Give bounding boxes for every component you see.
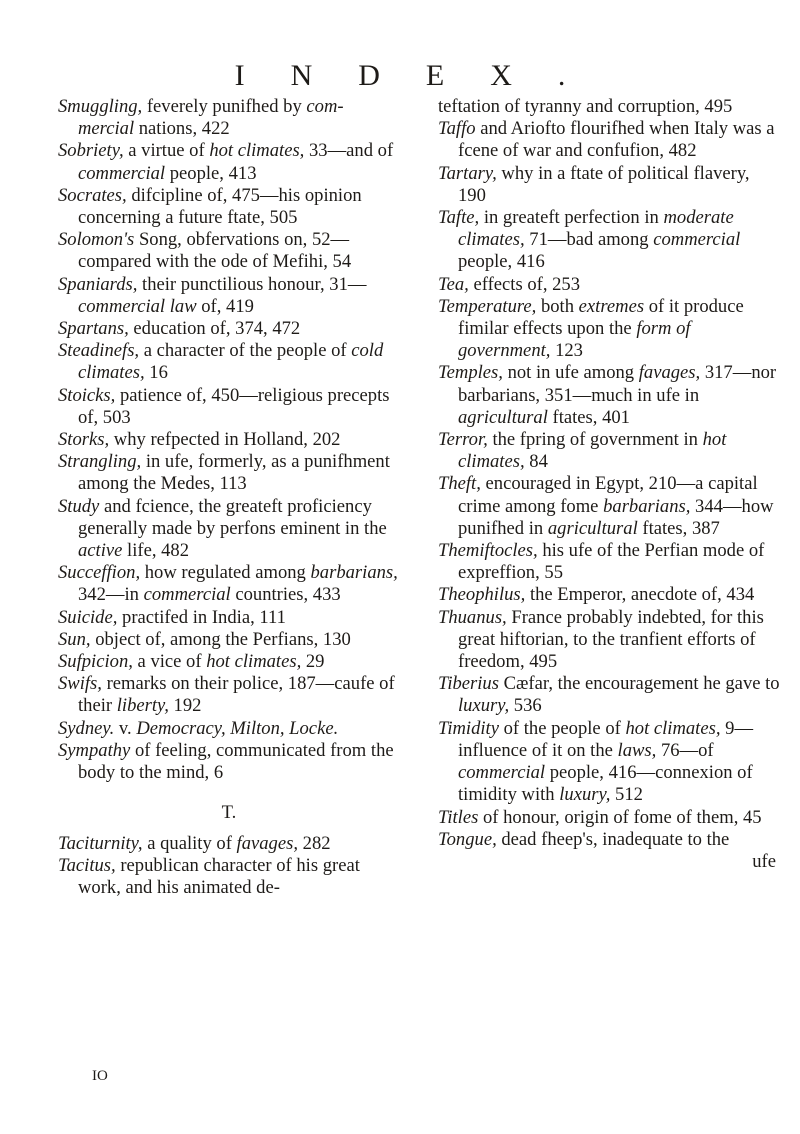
entry-headword: Thuanus, bbox=[438, 606, 507, 628]
entry-text: difcipline of, 475—his opinion concerning a future ftate, 505 bbox=[78, 184, 362, 229]
entry-italic-text: form of government, bbox=[458, 318, 691, 362]
entry-text: a character of the people of bbox=[139, 340, 352, 362]
entry-text: 536 bbox=[509, 695, 542, 717]
entry-headword: Smuggling, bbox=[58, 96, 143, 117]
entry-text: feverely punifhed by bbox=[142, 96, 307, 117]
entry-text: 76—of bbox=[656, 739, 714, 761]
entry-italic-text: barbarians, bbox=[603, 495, 691, 517]
entry-text: of, 419 bbox=[196, 295, 254, 317]
entry-italic-text: liberty, bbox=[116, 695, 169, 717]
index-entry bbox=[58, 185, 400, 229]
entry-text: France probably indebted, for this great hiftorian, to the tranfient efforts of freedom, 495 bbox=[458, 606, 764, 673]
entry-headword: Taciturnity, bbox=[58, 832, 143, 854]
index-entry bbox=[58, 140, 400, 184]
entry-headword: Storks, bbox=[58, 429, 110, 451]
entry-text: and fcience, the greateft proficiency generally made by perfons eminent in the bbox=[78, 495, 387, 539]
entry-text: why in a ftate of political flavery, 190 bbox=[458, 162, 750, 206]
index-entry bbox=[58, 855, 400, 899]
index-entry bbox=[438, 296, 780, 363]
left-column bbox=[58, 96, 400, 899]
entry-italic-text: cold climates, bbox=[78, 340, 384, 384]
index-entry bbox=[58, 740, 400, 784]
entry-headword: Terror, bbox=[438, 429, 488, 451]
entry-italic-text: favages, bbox=[236, 832, 298, 854]
entry-headword: Temperature, bbox=[438, 295, 537, 317]
entry-text: 317—nor barbarians, 351—much in ufe in bbox=[458, 362, 777, 406]
entry-text: 84 bbox=[524, 451, 548, 473]
entry-headword: Sufpicion, bbox=[58, 651, 133, 673]
entry-text: dead fheep's, inadequate to the bbox=[496, 828, 730, 850]
entry-text: of feeling, communicated from the body to the mind, 6 bbox=[78, 739, 394, 784]
page-header: INDEX. bbox=[234, 59, 612, 92]
index-entry bbox=[58, 607, 400, 629]
entry-text: people, 413 bbox=[165, 162, 257, 184]
entry-text: of it produce fimilar effects upon the bbox=[458, 295, 744, 340]
entry-italic-text: agricultural bbox=[547, 517, 638, 539]
entry-headword: Swifs, bbox=[58, 673, 102, 695]
index-entry bbox=[438, 118, 780, 162]
index-entry bbox=[438, 429, 780, 473]
index-entry bbox=[438, 362, 780, 429]
entry-italic-text: commercial bbox=[143, 584, 231, 606]
entry-headword: Sydney. bbox=[58, 717, 115, 739]
entry-headword: Tafte, bbox=[438, 207, 480, 229]
entry-headword: Strangling, bbox=[58, 451, 142, 473]
entry-headword: Sobriety, bbox=[58, 140, 124, 162]
entry-text: 342—in bbox=[78, 584, 144, 606]
entry-headword: Sympathy bbox=[58, 739, 131, 761]
entry-text: and Ariofto flourifhed when Italy was a fcene of war and confufion, 482 bbox=[458, 118, 775, 162]
index-entry bbox=[438, 274, 780, 296]
entry-italic-text: Democracy, Milton, Locke. bbox=[136, 717, 339, 739]
entry-text: a quality of bbox=[142, 832, 237, 854]
index-entry bbox=[438, 718, 780, 807]
entry-text: ftates, 401 bbox=[547, 406, 630, 428]
entry-headword: Tacitus, bbox=[58, 854, 116, 876]
entry-headword: Tartary, bbox=[438, 162, 497, 184]
entry-text: Song, obfervations on, 52—compared with the ode of Mefihi, 54 bbox=[78, 229, 352, 273]
entry-text: why refpected in Holland, 202 bbox=[109, 429, 341, 451]
entry-text: life, 482 bbox=[122, 540, 190, 562]
entry-text: the Emperor, anecdote of, 434 bbox=[525, 584, 755, 606]
signature-mark: IO bbox=[92, 1068, 108, 1084]
entry-italic-text: luxury, bbox=[458, 695, 510, 717]
entry-text: teftation of tyranny and corruption, 495 bbox=[438, 96, 733, 117]
entry-text: effects of, 253 bbox=[468, 273, 581, 295]
entry-italic-text: laws, bbox=[617, 739, 657, 761]
entry-text: how regulated among bbox=[140, 562, 311, 584]
entry-text: ftates, 387 bbox=[637, 517, 720, 539]
entry-headword: Themiftocles, bbox=[438, 540, 538, 562]
index-entry bbox=[58, 651, 400, 673]
entry-text: of honour, origin of fome of them, 45 bbox=[478, 806, 762, 828]
entry-italic-text: agricultural bbox=[458, 406, 548, 428]
index-entry bbox=[58, 833, 400, 855]
entry-text: object of, among the Perfians, 130 bbox=[90, 628, 351, 650]
entry-headword: Timidity bbox=[438, 717, 499, 739]
index-entry bbox=[58, 629, 400, 651]
entry-italic-text: barbarians, bbox=[310, 562, 398, 584]
entry-text: 33—and of bbox=[304, 140, 394, 162]
index-entry bbox=[438, 473, 780, 540]
index-entry bbox=[438, 673, 780, 717]
entry-italic-text: mercial bbox=[78, 118, 135, 140]
entry-text: 9—influence of it on the bbox=[458, 717, 754, 761]
entry-text: in greateft perfection in bbox=[479, 207, 664, 229]
entry-text: a virtue of bbox=[123, 140, 210, 162]
entry-text: the fpring of government in bbox=[487, 429, 703, 451]
entry-headword: Tiberius bbox=[438, 673, 499, 695]
section-letter-t: T. bbox=[221, 802, 237, 824]
index-entry bbox=[438, 207, 780, 274]
entry-text: his ufe of the Perfian mode of expreffion, 55 bbox=[458, 540, 765, 584]
entry-headword: Taffo bbox=[438, 118, 476, 140]
entry-text: people, 416 bbox=[458, 251, 545, 273]
index-entry bbox=[58, 673, 400, 717]
index-entry bbox=[58, 340, 400, 384]
entry-headword: Tea, bbox=[438, 273, 469, 295]
index-entry bbox=[58, 318, 400, 340]
entry-italic-text: active bbox=[78, 540, 123, 562]
index-entry bbox=[58, 385, 400, 429]
entry-italic-text: hot climates, bbox=[458, 429, 727, 473]
entry-text: education of, 374, 472 bbox=[128, 318, 301, 340]
index-entry bbox=[438, 829, 780, 851]
entry-text: not in ufe among bbox=[502, 362, 639, 384]
entry-text: v. bbox=[114, 717, 137, 739]
entry-text: 344—how punifhed in bbox=[458, 495, 774, 539]
index-entry bbox=[58, 429, 400, 451]
entry-italic-text: hot climates, bbox=[206, 651, 302, 673]
entry-text: remarks on their police, 187—caufe of their bbox=[78, 673, 395, 717]
index-entry bbox=[58, 451, 400, 495]
entry-text: countries, 433 bbox=[230, 584, 341, 606]
entry-text: nations, 422 bbox=[134, 118, 230, 140]
entry-italic-text: extremes bbox=[578, 295, 645, 317]
entry-italic-text: hot climates, bbox=[209, 140, 305, 162]
entry-headword: Study bbox=[58, 495, 100, 517]
entry-text: republican character of his great work, and his animated de- bbox=[78, 854, 360, 898]
entry-text: 282 bbox=[298, 832, 331, 854]
entry-headword: Solomon's bbox=[58, 229, 135, 251]
entry-italic-text: favages, bbox=[638, 362, 701, 384]
entry-italic-text: commercial bbox=[78, 162, 166, 184]
entry-text: both bbox=[536, 295, 579, 317]
index-entry bbox=[58, 496, 400, 563]
right-entries bbox=[438, 96, 780, 851]
entry-italic-text: hot climates, bbox=[625, 717, 721, 739]
left-entries bbox=[58, 96, 400, 784]
entry-headword: Theft, bbox=[438, 473, 481, 495]
right-column bbox=[438, 96, 780, 873]
entry-text: 16 bbox=[144, 362, 168, 384]
entry-italic-text: luxury, bbox=[559, 784, 611, 806]
entry-headword: Suicide, bbox=[58, 606, 118, 628]
index-entry bbox=[438, 807, 780, 829]
entry-text: practifed in India, 111 bbox=[117, 606, 286, 628]
index-entry bbox=[438, 163, 780, 207]
left-entries-t bbox=[58, 833, 400, 900]
entry-text: 123 bbox=[550, 340, 583, 362]
entry-headword: Spaniards, bbox=[58, 273, 138, 295]
entry-headword: Sun, bbox=[58, 628, 91, 650]
index-entry bbox=[58, 274, 400, 318]
entry-text: patience of, 450—religious precepts of, 503 bbox=[78, 384, 390, 428]
entry-text: their punctilious honour, 31— bbox=[137, 273, 367, 295]
entry-headword: Steadinefs, bbox=[58, 340, 140, 362]
index-entry bbox=[438, 96, 780, 118]
entry-text: 71—bad among bbox=[524, 229, 654, 251]
entry-italic-text: commercial law bbox=[78, 295, 197, 317]
entry-headword: Spartans, bbox=[58, 318, 129, 340]
entry-text: 512 bbox=[610, 784, 643, 806]
entry-text: encouraged in Egypt, 210—a capital crime among fome bbox=[458, 473, 758, 517]
entry-italic-text: moderate climates, bbox=[458, 207, 734, 251]
entry-headword: Titles bbox=[438, 806, 479, 828]
index-entry bbox=[58, 229, 400, 273]
entry-text: 29 bbox=[301, 651, 325, 673]
entry-text: Cæfar, the encouragement he gave to bbox=[498, 673, 780, 695]
index-entry bbox=[438, 584, 780, 606]
entry-headword: Tongue, bbox=[438, 828, 497, 850]
entry-text: 192 bbox=[168, 695, 202, 717]
entry-text: of the people of bbox=[498, 717, 626, 739]
index-entry bbox=[58, 562, 400, 606]
entry-headword: Theophilus, bbox=[438, 584, 526, 606]
entry-text: a vice of bbox=[132, 651, 207, 673]
entry-italic-text: commercial bbox=[458, 762, 546, 784]
index-entry bbox=[438, 607, 780, 674]
entry-headword: Socrates, bbox=[58, 184, 127, 206]
index-entry bbox=[438, 540, 780, 584]
catchword: ufe bbox=[752, 850, 776, 872]
entry-headword: Succeffion, bbox=[58, 562, 141, 584]
entry-headword: Temples, bbox=[438, 362, 503, 384]
index-entry bbox=[58, 718, 400, 740]
entry-italic-text: com- bbox=[306, 96, 344, 117]
entry-text: in ufe, formerly, as a punifhment among the Medes, 113 bbox=[78, 451, 390, 495]
entry-italic-text: commercial bbox=[653, 229, 741, 251]
entry-headword: Stoicks, bbox=[58, 384, 116, 406]
entry-text: people, 416—connexion of timidity with bbox=[458, 762, 753, 806]
index-entry bbox=[58, 96, 400, 140]
